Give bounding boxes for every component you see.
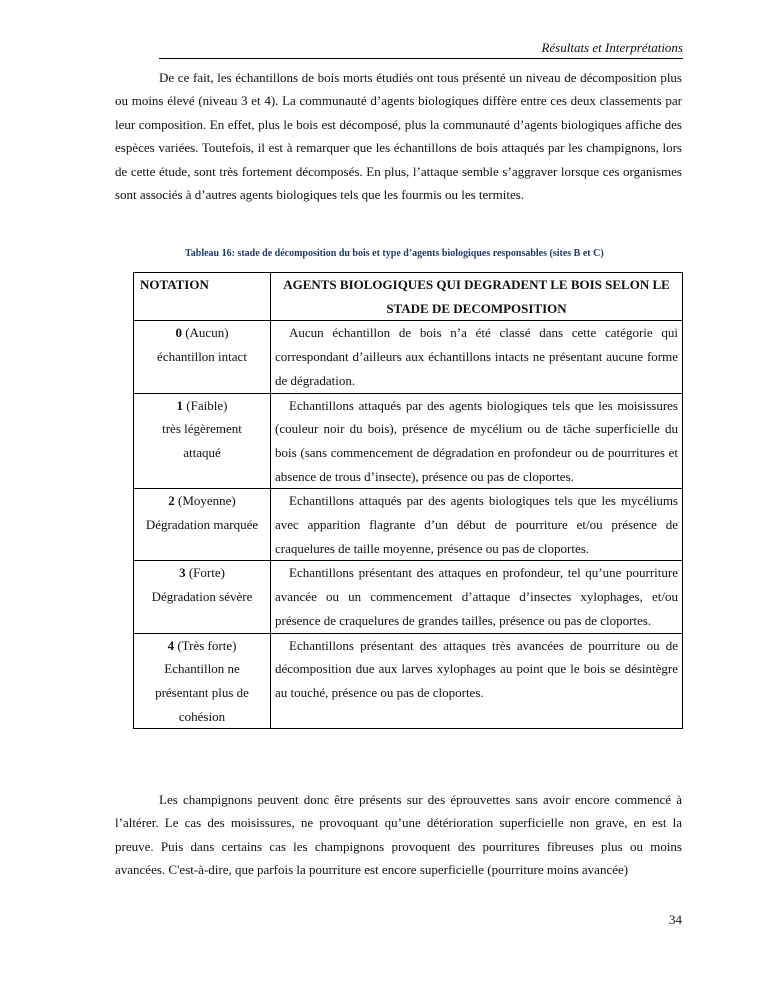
table-row <box>134 489 683 561</box>
stage-number: 0 <box>175 325 182 341</box>
stage-label: très légèrement attaqué <box>162 421 242 460</box>
stage-level: (Faible) <box>186 397 228 413</box>
stage-number: 3 <box>179 565 186 581</box>
notation-cell <box>134 321 271 393</box>
header-agents: AGENTS BIOLOGIQUES QUI DEGRADENT LE BOIS SELON LE STADE DE DECOMPOSITION <box>271 273 683 321</box>
stage-level: (Forte) <box>188 565 225 581</box>
stage-label: échantillon intact <box>157 349 247 365</box>
table-row <box>134 633 683 729</box>
description-cell <box>271 633 683 729</box>
stage-number: 1 <box>176 397 184 413</box>
table-header-row <box>134 273 683 321</box>
page-number: 34 <box>669 912 682 927</box>
description-cell <box>271 561 683 633</box>
description-cell <box>271 393 683 489</box>
stage-description: Echantillons attaqués par des agents biologiques tels que les mycéliums avec apparition flagrante d’un début de pourriture et/ou présence de craquelures de taille moyenne, présence ou pas de cloportes. <box>275 493 678 556</box>
description-cell <box>271 489 683 561</box>
after-table-paragraph <box>115 788 682 882</box>
table-row <box>134 561 683 633</box>
stage-number: 2 <box>168 493 175 509</box>
notation-cell <box>134 633 271 729</box>
stage-level: (Moyenne) <box>177 493 236 509</box>
stage-description: Echantillons attaqués par des agents biologiques tels que les moisissures (couleur noir du bois), présence de mycélium ou de tâche superficielle du bois (sans commencement de dégradation en profondeur ou de pourritures et absence de trous d’insecte), présence ou pas de cloportes. <box>275 397 678 484</box>
stage-level: (Très forte) <box>177 637 237 653</box>
stage-level: (Aucun) <box>185 325 229 341</box>
stage-label: Echantillon ne présentant plus de cohésion <box>155 661 249 724</box>
notation-cell <box>134 393 271 489</box>
decomposition-table <box>133 272 683 729</box>
description-cell <box>271 321 683 393</box>
after-table-paragraph-text: Les champignons peuvent donc être présents sur des éprouvettes sans avoir encore commencé à l’altérer. Le cas des moisissures, ne provoquant qu’une détérioration superficielle non grave, en est la preuve. Puis dans certains cas les champignons provoquent des pourritures fibreuses plus ou moins avancées. C'est-à-dire, que parfois la pourriture est encore superficielle (pourriture moins avancée) <box>115 792 682 878</box>
stage-label: Dégradation marquée <box>145 517 259 533</box>
stage-description: Echantillons présentant des attaques en profondeur, tel qu’une pourriture avancée ou un commencement d’attaque d’insectes xylophages, et/ou présence de craquelures de grandes tailles, présence ou pas de cloportes. <box>275 565 678 628</box>
stage-label: Dégradation sévère <box>151 589 253 605</box>
intro-paragraph <box>115 66 682 206</box>
intro-paragraph-text: De ce fait, les échantillons de bois morts étudiés ont tous présenté un niveau de décomposition plus ou moins élevé (niveau 3 et 4). La communauté d’agents biologiques diffère entre ces deux classements par leur composition. En effet, plus le bois est décomposé, plus la communauté d’agents biologiques affiche des espèces variées. Toutefois, il est à remarquer que les échantillons de bois attaqués par les champignons, lors de cette étude, sont très fortement décomposés. En plus, l’attaque semble s’aggraver lorsque ces organismes sont associés à d’autres agents biologiques tels que les fourmis ou les termites. <box>115 70 682 203</box>
table-row <box>134 393 683 489</box>
table-caption: Tableau 16: stade de décomposition du bois et type d’agents biologiques responsables (sites B et C) <box>185 248 604 259</box>
stage-number: 4 <box>167 637 175 653</box>
notation-cell <box>134 489 271 561</box>
table-row <box>134 321 683 393</box>
running-header: Résultats et Interprétations <box>159 40 683 59</box>
stage-description: Aucun échantillon de bois n’a été classé dans cette catégorie qui correspondant d’ailleurs aux échantillons intacts ne présentant aucune forme de dégradation. <box>275 325 678 388</box>
notation-cell <box>134 561 271 633</box>
stage-description: Echantillons présentant des attaques très avancées de pourriture ou de décomposition due aux larves xylophages au point que le bois se désintègre au touché, présence ou pas de cloportes. <box>275 637 678 700</box>
header-notation: NOTATION <box>134 273 271 321</box>
